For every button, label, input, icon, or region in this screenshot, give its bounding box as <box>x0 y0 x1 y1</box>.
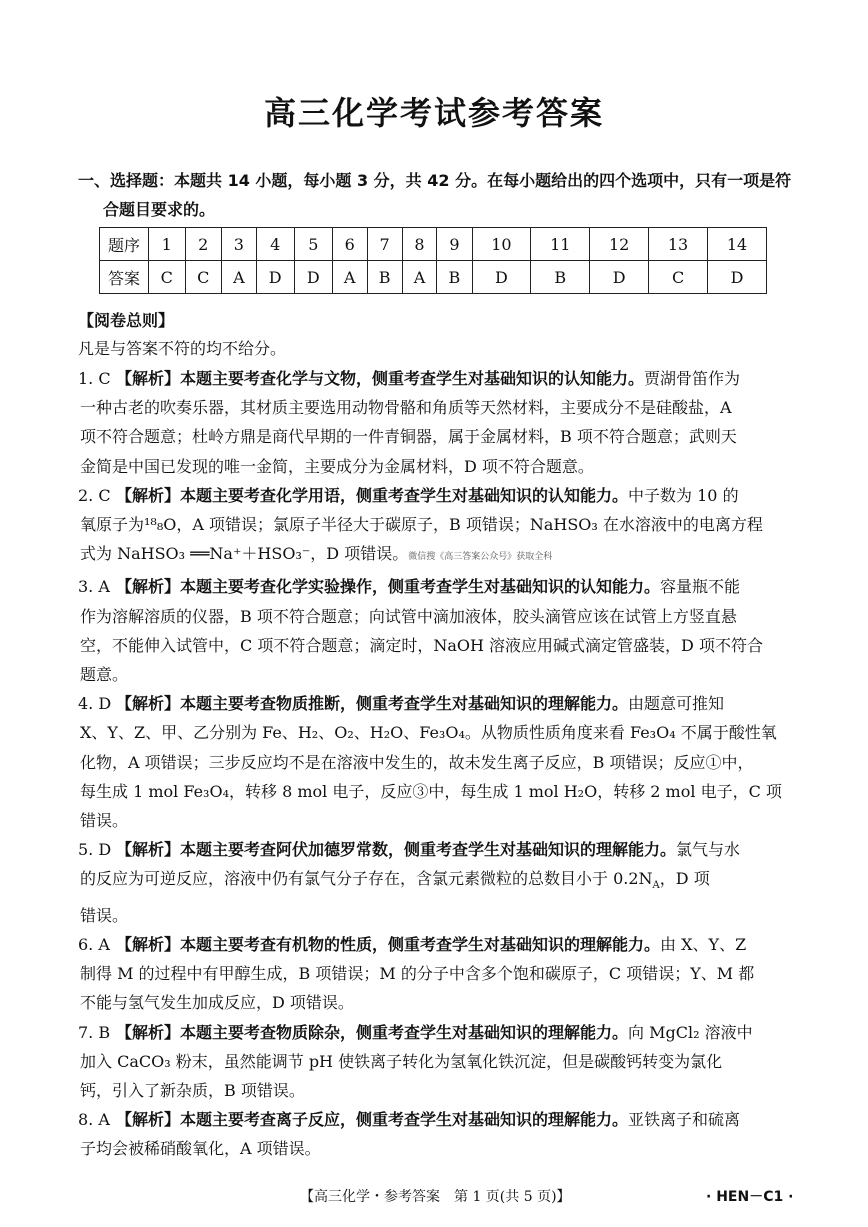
answer-row <box>100 261 767 294</box>
question-number-cell: 10 <box>472 228 531 261</box>
explanation-first-line <box>78 930 798 959</box>
question-answer-label: 7. B <box>78 1022 111 1042</box>
question-number-cell: 8 <box>402 228 437 261</box>
answer-cell: D <box>256 261 294 294</box>
explanation-text: 氯气与水 <box>676 840 741 860</box>
explanation-first-line <box>78 835 798 864</box>
grading-rules-text: 凡是与答案不符的均不给分。 <box>78 339 287 358</box>
answer-cell: D <box>294 261 332 294</box>
explanation-item <box>78 930 798 1018</box>
analysis-lead: 本题主要考查阿伏加德罗常数，侧重考查学生对基础知识的理解能力。 <box>180 840 677 860</box>
answer-cell: A <box>402 261 437 294</box>
explanation-line: 加入 CaCO₃ 粉末，虽然能调节 pH 使铁离子转化为氢氧化铁沉淀，但是碳酸钙转变为氯化 <box>80 1051 723 1071</box>
question-number-cell: 2 <box>185 228 222 261</box>
explanation-line: 不能与氢气发生加成反应，D 项错误。 <box>80 993 354 1013</box>
explanation-text: 贾湖骨笛作为 <box>644 369 741 388</box>
explanation-text: 由题意可推知 <box>628 694 725 714</box>
analysis-tag: 【解析】 <box>116 1022 181 1042</box>
question-answer-label: 2. C <box>78 485 111 505</box>
explanation-line: 制得 M 的过程中有甲醇生成，B 项错误；M 的分子中含多个饱和碳原子，C 项错误；Y、M 都 <box>80 964 755 984</box>
question-answer-label: 4. D <box>78 694 112 714</box>
answer-cell: D <box>708 261 767 294</box>
analysis-lead: 本题主要考查离子反应，侧重考查学生对基础知识的理解能力。 <box>180 1110 629 1130</box>
question-number-cell: 5 <box>294 228 332 261</box>
answer-cell: A <box>222 261 257 294</box>
explanation-line <box>78 539 798 572</box>
question-number-cell: 14 <box>708 228 767 261</box>
row-label-answer: 答案 <box>100 261 149 294</box>
answer-cell: B <box>531 261 590 294</box>
explanation-line: 一种古老的吹奏乐器，其材质主要选用动物骨骼和角质等天然材料，主要成分不是硅酸盐，A <box>80 398 732 418</box>
answer-cell: B <box>437 261 472 294</box>
explanation-first-line <box>78 364 798 393</box>
explanation-text: 式为 NaHSO₃ ══Na⁺＋HSO₃⁻，D 项错误。 <box>80 544 409 564</box>
analysis-tag: 【解析】 <box>116 935 181 955</box>
explanation-text: 向 MgCl₂ 溶液中 <box>628 1022 753 1042</box>
explanation-list <box>78 364 798 1164</box>
explanation-item <box>78 689 798 835</box>
question-number-cell: 12 <box>590 228 649 261</box>
explanation-first-line <box>78 572 798 601</box>
question-number-cell: 11 <box>531 228 590 261</box>
section-heading-line1: 一、选择题：本题共 14 小题，每小题 3 分，共 42 分。在每小题给出的四个选项中，只有一项是符 <box>78 171 792 190</box>
question-number-cell: 4 <box>256 228 294 261</box>
explanation-first-line <box>78 1018 798 1047</box>
question-answer-label: 8. A <box>78 1110 110 1130</box>
analysis-lead: 本题主要考查物质除杂，侧重考查学生对基础知识的理解能力。 <box>180 1022 629 1042</box>
question-answer-label: 1. C <box>78 369 111 388</box>
explanation-line: 错误。 <box>80 905 129 925</box>
explanation-line: 每生成 1 mol Fe₃O₄，转移 8 mol 电子，反应③中，每生成 1 mol H₂O，转移 2 mol 电子，C 项 <box>80 781 782 801</box>
section-heading-line2: 合题目要求的。 <box>103 200 216 219</box>
explanation-first-line <box>78 689 798 718</box>
analysis-lead: 本题主要考查化学与文物，侧重考查学生对基础知识的认知能力。 <box>180 369 645 388</box>
watermark-note: 微信搜《高三答案公众号》获取全科 <box>408 552 553 563</box>
question-number-cell: 1 <box>149 228 186 261</box>
question-answer-label: 6. A <box>78 935 110 955</box>
explanation-line: 子均会被稀硝酸氧化，A 项错误。 <box>80 1139 321 1159</box>
row-label-question: 题序 <box>100 228 149 261</box>
explanation-text: 中子数为 10 的 <box>628 485 739 505</box>
explanation-line: 氧原子为¹⁸₈O，A 项错误；氯原子半径大于碳原子，B 项错误；NaHSO₃ 在水溶液中的电离方程 <box>80 515 763 535</box>
explanation-line: 项不符合题意；杜岭方鼎是商代早期的一件青铜器，属于金属材料，B 项不符合题意；武则天 <box>80 427 737 447</box>
question-number-cell: 6 <box>332 228 367 261</box>
explanation-line: 作为溶解溶质的仪器，B 项不符合题意；向试管中滴加液体，胶头滴管应该在试管上方竖直悬 <box>80 606 737 626</box>
answer-cell: C <box>185 261 222 294</box>
explanation-item <box>78 1018 798 1106</box>
explanation-item <box>78 364 798 481</box>
answer-cell: B <box>367 261 402 294</box>
question-answer-label: 3. A <box>78 577 110 597</box>
explanation-item <box>78 572 798 689</box>
question-number-row <box>100 228 767 261</box>
analysis-lead: 本题主要考查物质推断，侧重考查学生对基础知识的理解能力。 <box>180 694 629 714</box>
explanation-line: 的反应为可逆反应，溶液中仍有氯气分子存在，含氯元素微粒的总数目小于 $0.2N_A$，D 项 <box>80 869 710 892</box>
explanation-line: 金简是中国已发现的唯一金简，主要成分为金属材料，D 项不符合题意。 <box>80 456 594 476</box>
analysis-tag: 【解析】 <box>116 694 181 714</box>
answer-table <box>99 227 767 294</box>
grading-rules-title: 【阅卷总则】 <box>78 311 175 330</box>
section-heading <box>78 166 800 224</box>
answer-cell: C <box>649 261 708 294</box>
question-number-cell: 9 <box>437 228 472 261</box>
explanation-text: 亚铁离子和硫离 <box>628 1110 741 1130</box>
analysis-tag: 【解析】 <box>116 1110 181 1130</box>
answer-cell: D <box>472 261 531 294</box>
analysis-lead: 本题主要考查化学用语，侧重考查学生对基础知识的认知能力。 <box>180 485 629 505</box>
explanation-text: 容量瓶不能 <box>660 577 741 597</box>
explanation-line: 钙，引入了新杂质，B 项错误。 <box>80 1081 305 1101</box>
question-number-cell: 7 <box>367 228 402 261</box>
explanation-item <box>78 1105 798 1163</box>
explanation-item <box>78 835 798 930</box>
question-number-cell: 3 <box>222 228 257 261</box>
analysis-tag: 【解析】 <box>116 485 181 505</box>
explanation-line: 空，不能伸入试管中，C 项不符合题意；滴定时，NaOH 溶液应用碱式滴定管盛装，D 项不符合 <box>80 635 763 655</box>
explanation-item <box>78 481 798 573</box>
analysis-tag: 【解析】 <box>116 840 181 860</box>
explanation-first-line <box>78 481 798 510</box>
page-footer <box>0 1186 868 1210</box>
answer-cell: C <box>149 261 186 294</box>
explanation-line: 题意。 <box>80 665 129 685</box>
answer-cell: D <box>590 261 649 294</box>
explanation-first-line <box>78 1105 798 1134</box>
explanation-line: 化物，A 项错误；三步反应均不是在溶液中发生的，故未发生离子反应，B 项错误；反应①中， <box>80 752 754 772</box>
explanation-line: 错误。 <box>80 811 129 831</box>
analysis-lead: 本题主要考查化学实验操作，侧重考查学生对基础知识的认知能力。 <box>180 577 661 597</box>
analysis-tag: 【解析】 <box>116 369 181 388</box>
explanation-text: 由 X、Y、Z <box>660 935 747 955</box>
footer-code: · HEN－C1 · <box>706 1189 794 1205</box>
question-number-cell: 13 <box>649 228 708 261</box>
explanation-line: X、Y、Z、甲、乙分别为 Fe、H₂、O₂、H₂O、Fe₃O₄。从物质性质角度来看 Fe₃O₄ 不属于酸性氧 <box>80 723 777 743</box>
analysis-tag: 【解析】 <box>116 577 181 597</box>
question-answer-label: 5. D <box>78 840 112 860</box>
analysis-lead: 本题主要考查有机物的性质，侧重考查学生对基础知识的理解能力。 <box>180 935 661 955</box>
answer-cell: A <box>332 261 367 294</box>
footer-page-info: 【高三化学・参考答案 第 1 页(共 5 页)】 <box>300 1189 571 1205</box>
page-title: 高三化学考试参考答案 <box>263 94 604 132</box>
